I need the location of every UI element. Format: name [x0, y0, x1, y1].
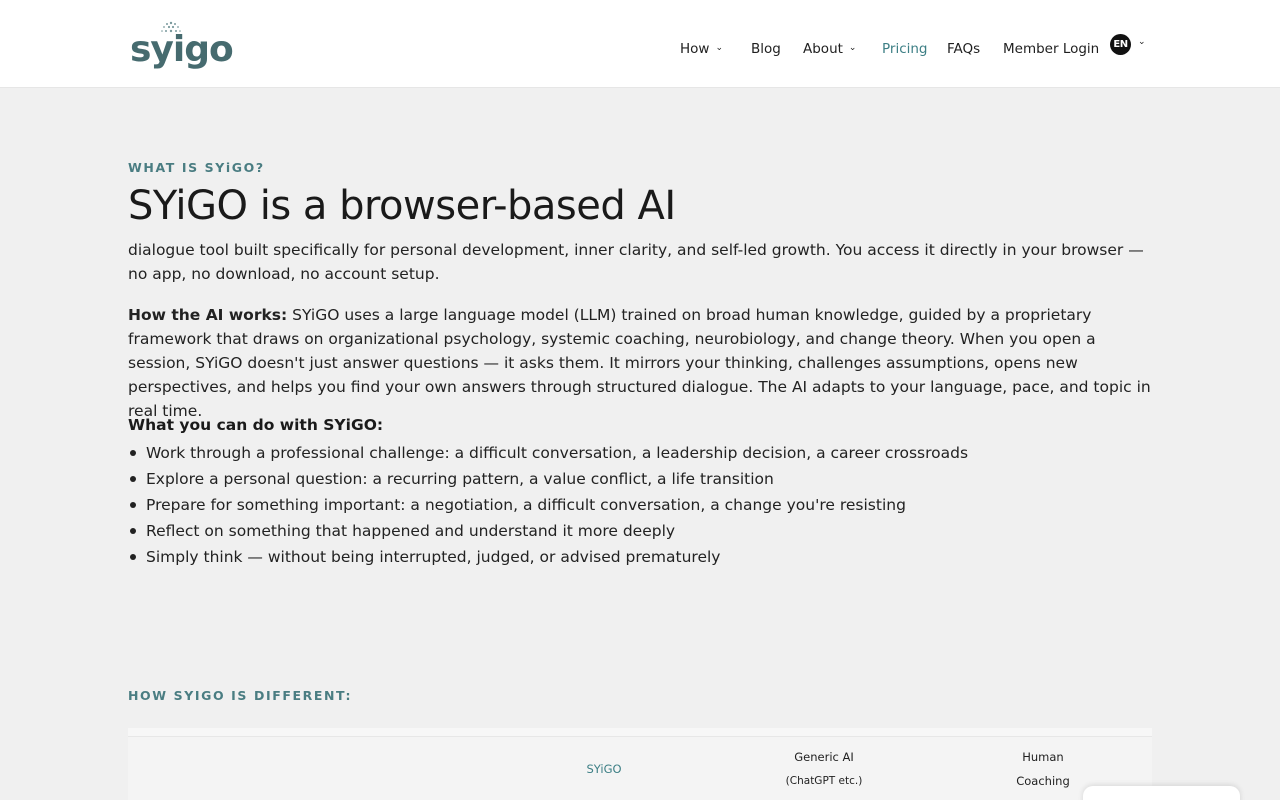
use-cases-list — [128, 441, 1128, 571]
list-item: Simply think — without being interrupted, judged, or advised prematurely — [128, 545, 1128, 571]
language-switcher[interactable] — [1110, 34, 1146, 55]
nav-item-faqs[interactable] — [947, 38, 980, 60]
nav-item-pricing[interactable] — [882, 38, 928, 60]
comparison-table — [128, 728, 1152, 800]
list-item: Reflect on something that happened and understand it more deeply — [128, 519, 1128, 545]
column-title: Human — [1022, 750, 1064, 764]
nav-item-label: FAQs — [947, 41, 981, 57]
site-header — [0, 0, 1280, 88]
use-cases-heading: What you can do with SYiGO: — [128, 416, 384, 434]
column-header-human-coaching — [998, 745, 1088, 793]
intro-paragraph: dialogue tool built specifically for personal development, inner clarity, and self-led growth. You access it directly in your browser — no app, no download, no account setup. — [128, 241, 1144, 283]
section-eyebrow: HOW SYIGO IS DIFFERENT: — [128, 688, 353, 703]
page-title: SYiGO is a browser-based AI — [128, 183, 676, 229]
chevron-down-icon: ⌄ — [848, 43, 857, 53]
logo-wordmark: syigo — [130, 29, 233, 70]
nav-item-blog[interactable] — [751, 38, 781, 60]
nav-item-label: Member Login — [1003, 41, 1100, 57]
syigo-logo[interactable] — [130, 20, 233, 70]
how-ai-works-text: SYiGO uses a large language model (LLM) trained on broad human knowledge, guided by a proprietary framework that draws on organizational psychology, systemic coaching, neurobiology, and change theory. When you open a session, SYiGO doesn't just answer questions — it asks them. It mirrors your thinking, challenges assumptions, opens new perspectives, and helps you find your own answers through structured dialogue. The AI adapts to your language, pace, and topic in real time. — [128, 306, 1151, 420]
column-title: Generic AI — [794, 750, 854, 764]
column-header-generic-ai — [768, 745, 880, 793]
language-globe-icon: EN — [1110, 34, 1131, 55]
chat-widget-launcher[interactable] — [1083, 786, 1240, 800]
chevron-down-icon: ⌄ — [715, 43, 723, 53]
chevron-down-icon: ⌄ — [1138, 36, 1146, 47]
nav-item-how[interactable] — [680, 38, 723, 60]
how-ai-works-label: How the AI works: — [128, 306, 288, 324]
column-header-syigo: SYiGO — [586, 762, 622, 776]
how-ai-works-paragraph — [128, 303, 1158, 423]
nav-item-label: About — [803, 41, 843, 57]
list-item: Work through a professional challenge: a difficult conversation, a leadership decision, a career crossroads — [128, 441, 1128, 467]
nav-item-label: Pricing — [882, 41, 928, 57]
comparison-table-header — [128, 736, 1152, 800]
column-subtitle: Coaching — [1016, 774, 1070, 788]
nav-item-label: Blog — [751, 41, 781, 57]
nav-item-about[interactable] — [803, 38, 856, 60]
list-item: Prepare for something important: a negotiation, a difficult conversation, a change you're resisting — [128, 493, 1128, 519]
section-eyebrow: WHAT IS SYiGO? — [128, 160, 265, 175]
list-item: Explore a personal question: a recurring pattern, a value conflict, a life transition — [128, 467, 1128, 493]
nav-item-member-login[interactable] — [1003, 38, 1099, 60]
nav-item-label: How — [680, 41, 710, 57]
column-subtitle: (ChatGPT etc.) — [785, 775, 863, 787]
